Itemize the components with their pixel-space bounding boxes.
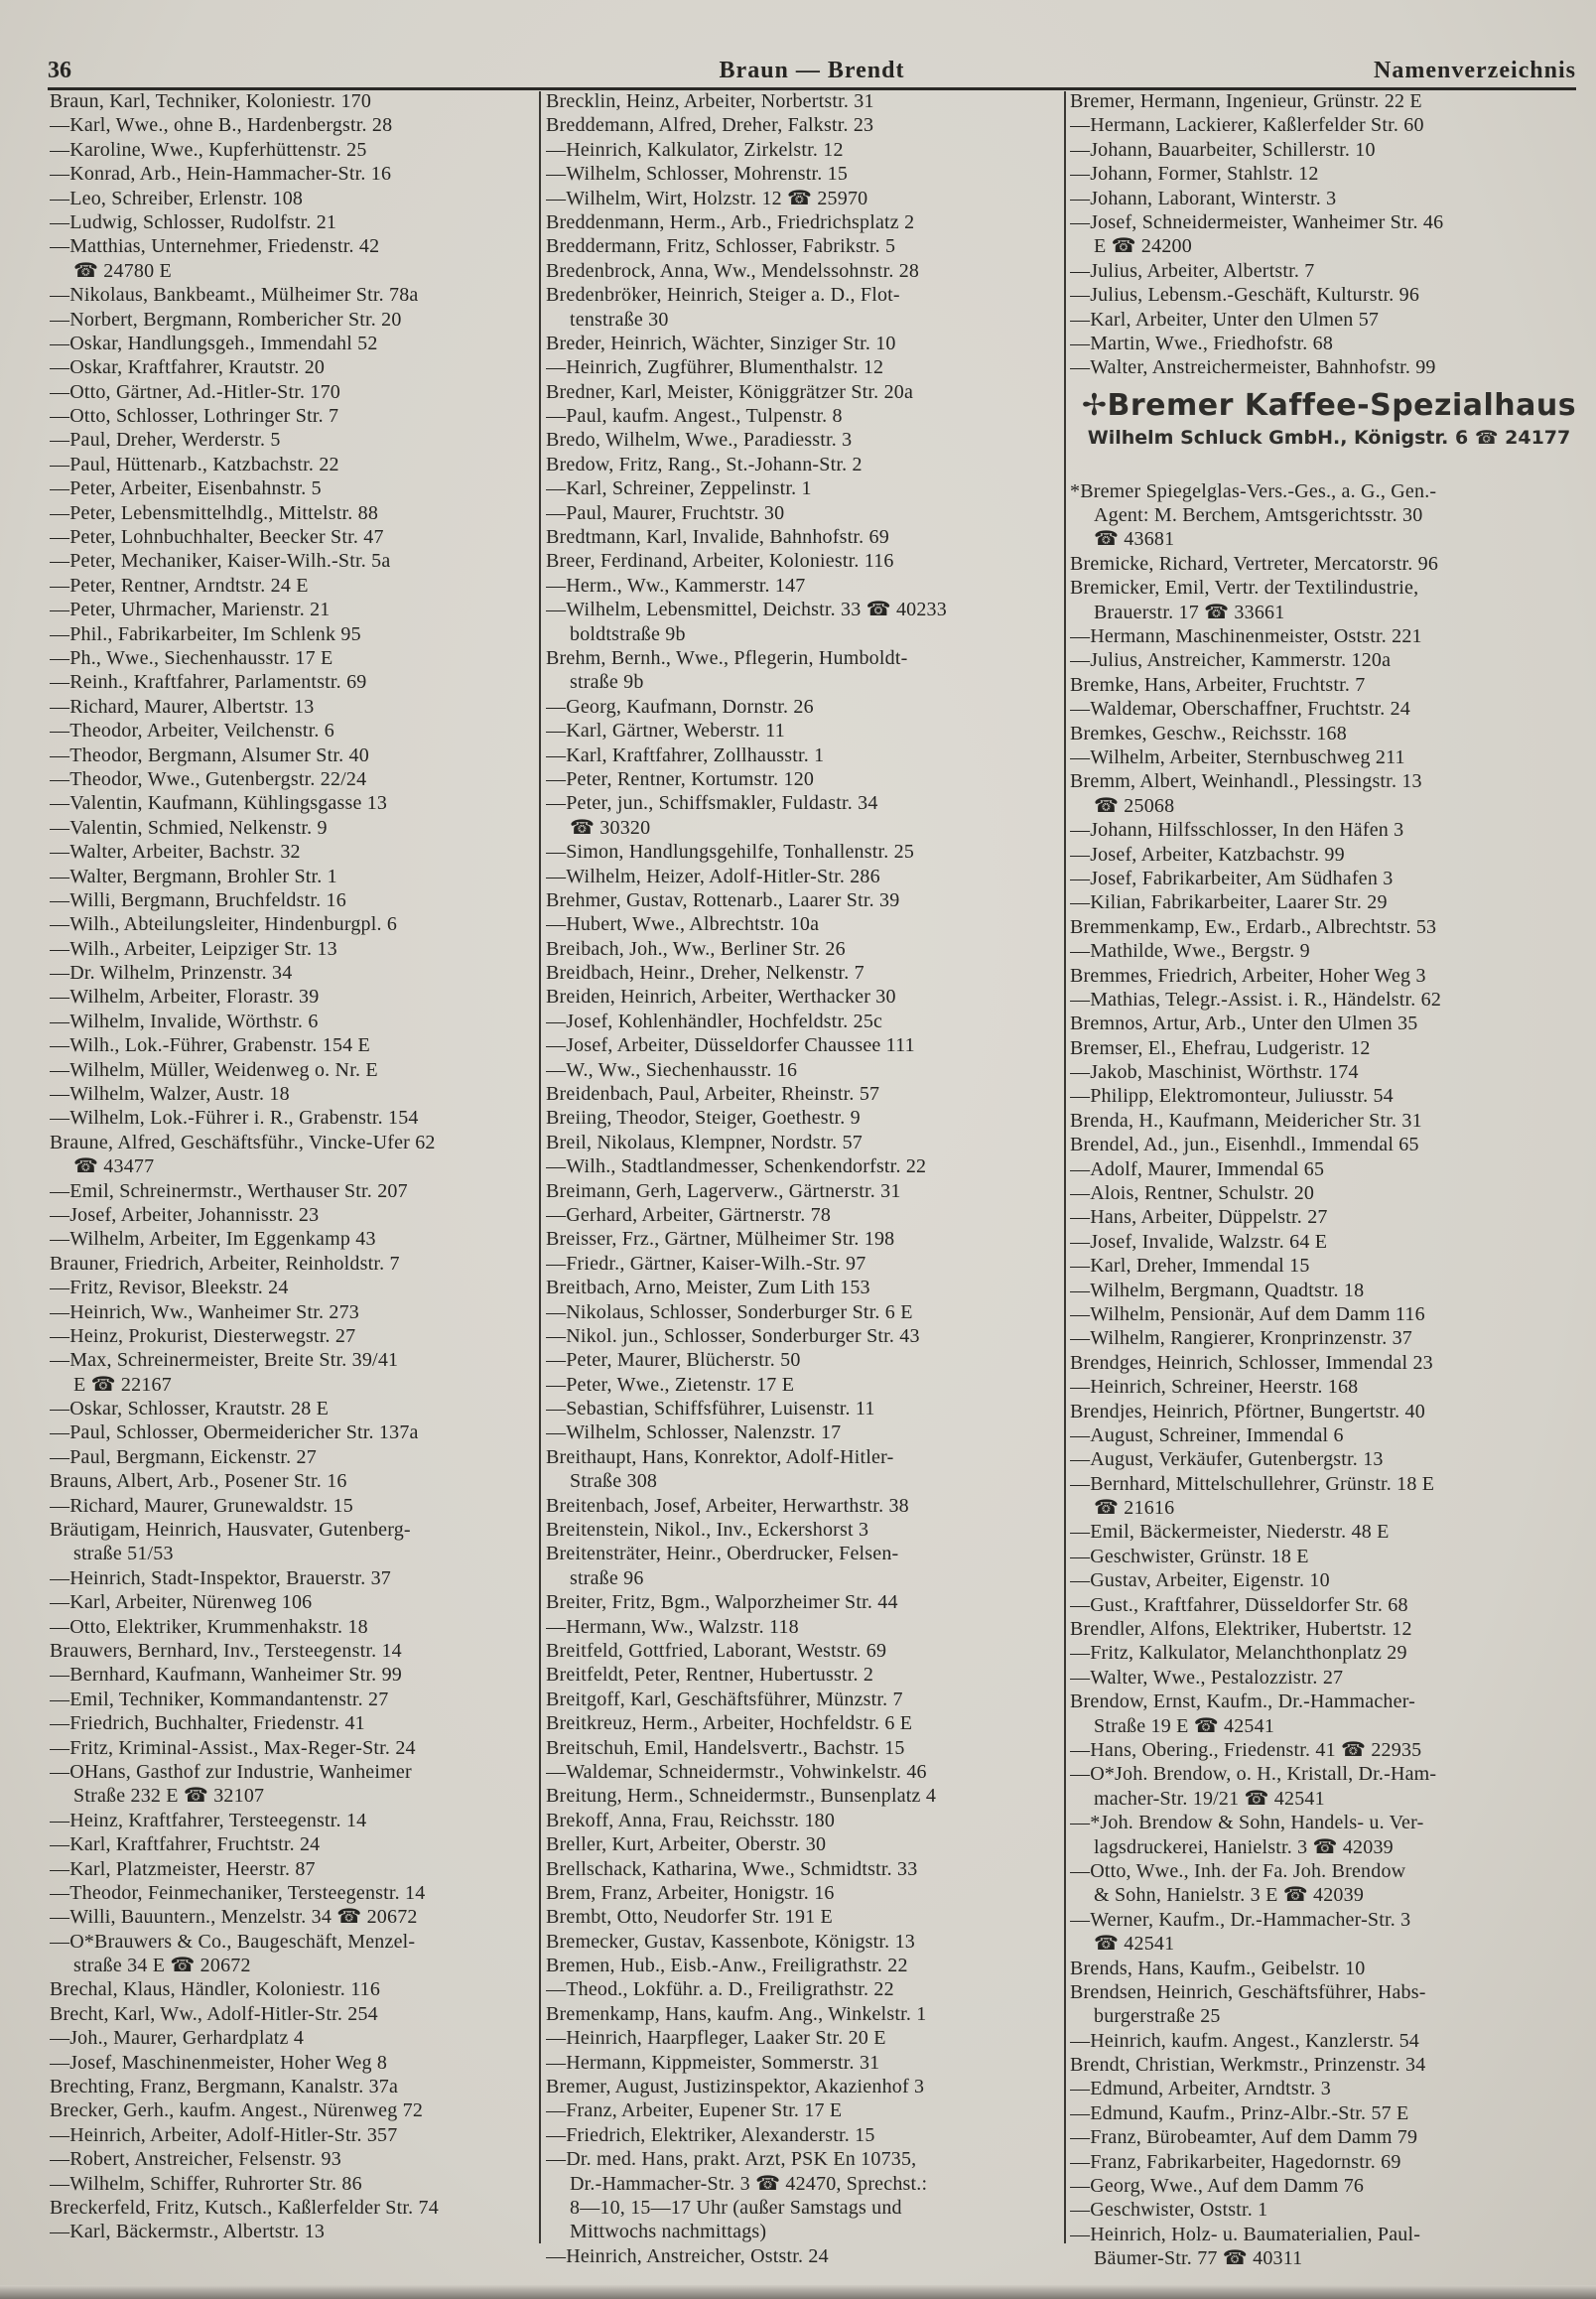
directory-entry-line: —OHans, Gasthof zur Industrie, Wanheimer	[50, 1760, 412, 1783]
directory-entry-line: —Konrad, Arb., Hein-Hammacher-Str. 16	[50, 163, 392, 186]
directory-entry-line: —Phil., Fabrikarbeiter, Im Schlenk 95	[50, 622, 361, 645]
directory-entry-line: —Hermann, Kippmeister, Sommerstr. 31	[546, 2051, 880, 2074]
directory-entry-line: —Heinrich, Zugführer, Blumenthalstr. 12	[546, 356, 884, 379]
directory-entry-line: Breitfeld, Gottfried, Laborant, Weststr. 69	[546, 1640, 887, 1662]
directory-entry-line: Breimann, Gerh, Lagerverw., Gärtnerstr. 31	[546, 1179, 901, 1202]
directory-entry-line: Breitgoff, Karl, Geschäftsführer, Münzstr. 7	[546, 1688, 903, 1710]
column-3-bottom	[1070, 479, 1588, 2271]
directory-entry-line: —Otto, Wwe., Inh. der Fa. Joh. Brendow	[1070, 1859, 1406, 1882]
directory-entry-line: —Josef, Kohlenhändler, Hochfeldstr. 25c	[546, 1010, 883, 1032]
directory-entry-line: —Peter, Wwe., Zietenstr. 17 E	[546, 1373, 795, 1396]
directory-entry-line: —Richard, Maurer, Albertstr. 13	[50, 695, 315, 718]
directory-entry-line: —Peter, Rentner, Kortumstr. 120	[546, 767, 815, 790]
directory-entry-line: —Paul, Dreher, Werderstr. 5	[50, 429, 281, 452]
directory-entry-line: —Gust., Kraftfahrer, Düsseldorfer Str. 68	[1070, 1593, 1408, 1616]
directory-entry-line: —Josef, Fabrikarbeiter, Am Südhafen 3	[1070, 867, 1394, 889]
directory-entry-line: E ☎ 22167	[73, 1373, 172, 1396]
directory-entry-line: —Josef, Maschinenmeister, Hoher Weg 8	[50, 2051, 388, 2074]
directory-entry-line: & Sohn, Hanielstr. 3 E ☎ 42039	[1094, 1884, 1365, 1907]
directory-entry-line: —Theodor, Arbeiter, Veilchenstr. 6	[50, 720, 334, 743]
directory-entry-line: —Paul, Bergmann, Eickenstr. 27	[50, 1445, 317, 1468]
directory-entry-line: —Karl, Wwe., ohne B., Hardenbergstr. 28	[50, 114, 393, 137]
column-divider	[1064, 91, 1066, 2243]
directory-entry-line: lagsdruckerei, Hanielstr. 3 ☎ 42039	[1094, 1835, 1394, 1858]
directory-entry-line: —Wilhelm, Walzer, Austr. 18	[50, 1083, 290, 1106]
directory-entry-line: —Geschwister, Oststr. 1	[1070, 2199, 1268, 2222]
directory-entry-line: —Mathilde, Wwe., Bergstr. 9	[1070, 940, 1310, 963]
directory-entry-line: —Friedrich, Elektriker, Alexanderstr. 15	[546, 2123, 875, 2146]
directory-entry-line: Breitbach, Arno, Meister, Zum Lith 153	[546, 1277, 870, 1299]
directory-entry-line: Bremmenkamp, Ew., Erdarb., Albrechtstr. 53	[1070, 915, 1437, 938]
directory-entry-line: straße 51/53	[73, 1543, 174, 1565]
directory-entry-line: —Julius, Arbeiter, Albertstr. 7	[1070, 259, 1315, 282]
directory-entry-line: —Mathias, Telegr.-Assist. i. R., Händelstr. 62	[1070, 988, 1442, 1011]
directory-entry-line: —Nikolaus, Schlosser, Sonderburger Str. 6 E	[546, 1300, 913, 1323]
directory-entry-line: —Wilhelm, Schlosser, Nalenzstr. 17	[546, 1421, 842, 1444]
directory-entry-line: Brekoff, Anna, Frau, Reichsstr. 180	[546, 1809, 836, 1831]
directory-entry-line: Bremer, August, Justizinspektor, Akazienhof 3	[546, 2076, 925, 2098]
directory-entry-line: ☎ 43681	[1094, 528, 1175, 551]
directory-entry-line: —Josef, Arbeiter, Düsseldorfer Chaussee 111	[546, 1034, 915, 1057]
directory-entry-line: —Philipp, Elektromonteur, Juliusstr. 54	[1070, 1085, 1394, 1108]
page-edge-shadow	[0, 2285, 1596, 2299]
advertisement	[1070, 380, 1588, 479]
directory-entry-line: straße 9b	[570, 671, 644, 694]
directory-entry-line: —Richard, Maurer, Grunewaldstr. 15	[50, 1494, 353, 1517]
directory-entry-line: Bremke, Hans, Arbeiter, Fruchtstr. 7	[1070, 673, 1366, 696]
directory-entry-line: —Wilhelm, Arbeiter, Florastr. 39	[50, 986, 320, 1009]
directory-entry-line: —Waldemar, Oberschaffner, Fruchtstr. 24	[1070, 698, 1411, 721]
directory-entry-line: Breddenmann, Herm., Arb., Friedrichsplatz 2	[546, 210, 915, 233]
directory-entry-line: Dr.-Hammacher-Str. 3 ☎ 42470, Sprechst.:	[570, 2172, 928, 2195]
directory-entry-line: —Wilh., Stadtlandmesser, Schenkendorfstr. 22	[546, 1155, 927, 1178]
directory-entry-line: —Edmund, Kaufm., Prinz-Albr.-Str. 57 E	[1070, 2101, 1409, 2124]
directory-entry-line: Breitensträter, Heinr., Oberdrucker, Felsen-	[546, 1543, 899, 1565]
directory-entry-line: —Ludwig, Schlosser, Rudolfstr. 21	[50, 210, 337, 233]
directory-entry-line: —Peter, Arbeiter, Eisenbahnstr. 5	[50, 477, 322, 500]
directory-entry-line: —Josef, Invalide, Walzstr. 64 E	[1070, 1230, 1328, 1253]
directory-entry-line: —Heinrich, Schreiner, Heerstr. 168	[1070, 1376, 1359, 1399]
directory-entry-line: —Peter, Mechaniker, Kaiser-Wilh.-Str. 5a	[50, 550, 391, 573]
directory-entry-line: —Sebastian, Schiffsführer, Luisenstr. 11	[546, 1398, 875, 1420]
directory-entry-line: —Friedr., Gärtner, Kaiser-Wilh.-Str. 97	[546, 1252, 866, 1275]
directory-entry-line: *Bremer Spiegelglas-Vers.-Ges., a. G., Gen.-	[1070, 479, 1437, 502]
directory-entry-line: —Heinrich, Haarpfleger, Laaker Str. 20 E	[546, 2027, 886, 2050]
directory-entry-line: —Karl, Dreher, Immendal 15	[1070, 1255, 1310, 1278]
directory-entry-line: —Peter, Lebensmittelhdlg., Mittelstr. 88	[50, 501, 379, 524]
directory-entry-line: Breer, Ferdinand, Arbeiter, Koloniestr. 116	[546, 550, 894, 573]
directory-entry-line: Brecklin, Heinz, Arbeiter, Norbertstr. 31	[546, 90, 874, 112]
directory-entry-line: Brembt, Otto, Neudorfer Str. 191 E	[546, 1906, 833, 1929]
directory-entry-line: Bremm, Albert, Weinhandl., Plessingstr. 13	[1070, 770, 1422, 793]
directory-entry-line: Brechal, Klaus, Händler, Koloniestr. 116	[50, 1978, 381, 2001]
directory-entry-line: ☎ 30320	[570, 816, 651, 839]
directory-entry-line: Breiden, Heinrich, Arbeiter, Werthacker 30	[546, 986, 896, 1009]
directory-entry-line: Breithaupt, Hans, Konrektor, Adolf-Hitler-	[546, 1445, 894, 1468]
directory-entry-line: —Jakob, Maschinist, Wörthstr. 174	[1070, 1061, 1359, 1084]
directory-entry-line: ☎ 25068	[1094, 794, 1175, 817]
section-title: Namenverzeichnis	[1374, 58, 1576, 83]
directory-entry-line: Breibach, Joh., Ww., Berliner Str. 26	[546, 937, 846, 960]
directory-entry-line: —Johann, Former, Stahlstr. 12	[1070, 163, 1319, 186]
directory-entry-line: —Waldemar, Schneidermstr., Vohwinkelstr. 46	[546, 1760, 927, 1783]
directory-entry-line: Breddermann, Fritz, Schlosser, Fabrikstr. 5	[546, 235, 896, 258]
directory-entry-line: Brendt, Christian, Werkmstr., Prinzenstr. 34	[1070, 2054, 1426, 2077]
directory-entry-line: Bredo, Wilhelm, Wwe., Paradiesstr. 3	[546, 429, 853, 452]
directory-entry-line: —Karl, Arbeiter, Nürenweg 106	[50, 1591, 313, 1614]
directory-entry-line: Brendel, Ad., jun., Eisenhdl., Immendal 65	[1070, 1134, 1419, 1156]
directory-entry-line: Breitenstein, Nikol., Inv., Eckershorst 3	[546, 1519, 869, 1542]
directory-entry-line: —Georg, Wwe., Auf dem Damm 76	[1070, 2175, 1365, 2198]
directory-entry-line: —Georg, Kaufmann, Dornstr. 26	[546, 695, 814, 718]
directory-entry-line: macher-Str. 19/21 ☎ 42541	[1094, 1787, 1325, 1810]
directory-entry-line: —Fritz, Revisor, Bleekstr. 24	[50, 1277, 289, 1299]
directory-entry-line: ☎ 43477	[73, 1155, 155, 1178]
directory-entry-line: Straße 19 E ☎ 42541	[1094, 1714, 1275, 1737]
directory-entry-line: —Simon, Handlungsgehilfe, Tonhallenstr. 25	[546, 841, 915, 864]
directory-entry-line: —Hermann, Lackierer, Kaßlerfelder Str. 60	[1070, 114, 1424, 137]
directory-entry-line: —Karl, Gärtner, Weberstr. 11	[546, 720, 785, 743]
directory-entry-line: —Otto, Elektriker, Krummenhakstr. 18	[50, 1615, 368, 1638]
column-1	[50, 89, 582, 2244]
directory-entry-line: —Geschwister, Grünstr. 18 E	[1070, 1545, 1309, 1567]
directory-entry-line: —Theodor, Wwe., Gutenbergstr. 22/24	[50, 767, 367, 790]
directory-entry-line: —Werner, Kaufm., Dr.-Hammacher-Str. 3	[1070, 1908, 1411, 1931]
directory-entry-line: Bremer, Hermann, Ingenieur, Grünstr. 22 E	[1070, 90, 1422, 112]
directory-entry-line: Bredtmann, Karl, Invalide, Bahnhofstr. 69	[546, 526, 889, 549]
directory-entry-line: Brendler, Alfons, Elektriker, Hubertstr. 12	[1070, 1618, 1412, 1641]
directory-entry-line: Brends, Hans, Kaufm., Geibelstr. 10	[1070, 1957, 1366, 1979]
page-range-title: Braun — Brendt	[719, 58, 905, 83]
directory-entry-line: —Wilh., Arbeiter, Leipziger Str. 13	[50, 937, 337, 960]
directory-entry-line: —Theodor, Bergmann, Alsumer Str. 40	[50, 744, 369, 766]
directory-entry-line: —Hans, Arbeiter, Düppelstr. 27	[1070, 1206, 1328, 1229]
directory-entry-line: straße 34 E ☎ 20672	[73, 1955, 251, 1977]
directory-entry-line: —Norbert, Bergmann, Rombericher Str. 20	[50, 308, 402, 331]
directory-entry-line: —Franz, Fabrikarbeiter, Hagedornstr. 69	[1070, 2150, 1401, 2173]
directory-entry-line: —Wilhelm, Heizer, Adolf-Hitler-Str. 286	[546, 865, 880, 887]
directory-entry-line: —Kilian, Fabrikarbeiter, Laarer Str. 29	[1070, 891, 1388, 914]
directory-entry-line: Bremnos, Artur, Arb., Unter den Ulmen 35	[1070, 1013, 1418, 1035]
directory-entry-line: —Emil, Techniker, Kommandantenstr. 27	[50, 1688, 389, 1710]
directory-entry-line: —Bernhard, Mittelschullehrer, Grünstr. 18 E	[1070, 1472, 1435, 1495]
directory-entry-line: Bremecker, Gustav, Kassenbote, Königstr. 13	[546, 1930, 915, 1953]
directory-entry-line: Brauns, Albert, Arb., Posener Str. 16	[50, 1470, 347, 1493]
directory-entry-line: Brem, Franz, Arbeiter, Honigstr. 16	[546, 1881, 835, 1904]
directory-entry-line: —Karoline, Wwe., Kupferhüttenstr. 25	[50, 138, 367, 161]
directory-entry-line: Brendsen, Heinrich, Geschäftsführer, Habs-	[1070, 1980, 1426, 2003]
directory-entry-line: —Theod., Lokführ. a. D., Freiligrathstr. 22	[546, 1978, 894, 2001]
directory-entry-line: —Paul, kaufm. Angest., Tulpenstr. 8	[546, 405, 843, 428]
directory-entry-line: Brendges, Heinrich, Schlosser, Immendal 23	[1070, 1351, 1433, 1374]
directory-entry-line: —Joh., Maurer, Gerhardplatz 4	[50, 2027, 305, 2050]
directory-entry-line: —Otto, Schlosser, Lothringer Str. 7	[50, 405, 339, 428]
directory-entry-line: —Heinz, Kraftfahrer, Tersteegenstr. 14	[50, 1809, 367, 1831]
directory-entry-line: —August, Verkäufer, Gutenbergstr. 13	[1070, 1448, 1384, 1471]
directory-entry-line: —Wilhelm, Müller, Weidenweg o. Nr. E	[50, 1058, 378, 1081]
directory-entry-line: Brecht, Karl, Ww., Adolf-Hitler-Str. 254	[50, 2002, 378, 2025]
directory-entry-line: —Walter, Bergmann, Brohler Str. 1	[50, 865, 337, 887]
directory-entry-line: Breckerfeld, Fritz, Kutsch., Kaßlerfelder Str. 74	[50, 2196, 439, 2219]
directory-entry-line: Breidbach, Heinr., Dreher, Nelkenstr. 7	[546, 962, 864, 985]
directory-entry-line: Breidenbach, Paul, Arbeiter, Rheinstr. 57	[546, 1083, 880, 1106]
directory-entry-line: —Wilh., Abteilungsleiter, Hindenburgpl. 6	[50, 913, 398, 936]
column-3	[1070, 89, 1588, 2271]
directory-entry-line: —Friedrich, Buchhalter, Friedenstr. 41	[50, 1712, 365, 1735]
directory-entry-line: —Hermann, Maschinenmeister, Oststr. 221	[1070, 625, 1422, 648]
directory-entry-line: —Walter, Arbeiter, Bachstr. 32	[50, 841, 301, 864]
directory-entry-line: —Karl, Schreiner, Zeppelinstr. 1	[546, 477, 812, 500]
directory-entry-line: Straße 308	[570, 1470, 658, 1493]
directory-entry-line: —Adolf, Maurer, Immendal 65	[1070, 1157, 1325, 1180]
directory-entry-line: Brenda, H., Kaufmann, Meidericher Str. 31	[1070, 1109, 1422, 1132]
directory-entry-line: —Dr. med. Hans, prakt. Arzt, PSK En 10735,	[546, 2148, 917, 2171]
directory-entry-line: Brendjes, Heinrich, Pförtner, Bungertstr. 40	[1070, 1400, 1425, 1422]
directory-entry-line: —Oskar, Kraftfahrer, Krautstr. 20	[50, 356, 326, 379]
ad-subtitle: Wilhelm Schluck GmbH., Königstr. 6 ☎ 24177	[1087, 426, 1571, 449]
directory-entry-line: —Nikolaus, Bankbeamt., Mülheimer Str. 78a	[50, 284, 419, 307]
directory-entry-line: —Edmund, Arbeiter, Arndtstr. 3	[1070, 2078, 1331, 2100]
directory-entry-line: Breitfeldt, Peter, Rentner, Hubertusstr. 2	[546, 1664, 874, 1687]
directory-entry-line: —Karl, Kraftfahrer, Zollhausstr. 1	[546, 744, 825, 766]
directory-entry-line: Bremen, Hub., Eisb.-Anw., Freiligrathstr. 22	[546, 1955, 908, 1977]
directory-entry-line: Brehm, Bernh., Wwe., Pflegerin, Humboldt-	[546, 646, 908, 669]
directory-entry-line: —Fritz, Kalkulator, Melanchthonplatz 29	[1070, 1642, 1407, 1665]
directory-entry-line: —Emil, Schreinermstr., Werthauser Str. 207	[50, 1179, 408, 1202]
directory-entry-line: Bremicker, Emil, Vertr. der Textilindustrie,	[1070, 577, 1419, 600]
directory-entry-line: —Gustav, Arbeiter, Eigenstr. 10	[1070, 1569, 1330, 1592]
directory-entry-line: Breil, Nikolaus, Klempner, Nordstr. 57	[546, 1131, 863, 1153]
directory-entry-line: Breisser, Frz., Gärtner, Mülheimer Str. 198	[546, 1228, 895, 1251]
directory-entry-line: —Heinrich, Anstreicher, Oststr. 24	[546, 2244, 829, 2267]
directory-entry-line: —Josef, Arbeiter, Katzbachstr. 99	[1070, 843, 1345, 866]
directory-entry-line: —Peter, Uhrmacher, Marienstr. 21	[50, 599, 331, 621]
directory-entry-line: Breder, Heinrich, Wächter, Sinziger Str. 10	[546, 332, 896, 354]
directory-entry-line: —Matthias, Unternehmer, Friedenstr. 42	[50, 235, 380, 258]
directory-entry-line: E ☎ 24200	[1094, 235, 1192, 258]
directory-entry-line: Bremser, El., Ehefrau, Ludgeristr. 12	[1070, 1036, 1371, 1059]
directory-entry-line: Breitschuh, Emil, Handelsvertr., Bachstr. 15	[546, 1736, 905, 1759]
directory-entry-line: —Wilhelm, Arbeiter, Im Eggenkamp 43	[50, 1228, 376, 1251]
directory-entry-line: Agent: M. Berchem, Amtsgerichtsstr. 30	[1094, 504, 1423, 527]
directory-entry-line: —Josef, Schneidermeister, Wanheimer Str. 46	[1070, 210, 1444, 233]
directory-entry-line: Straße 232 E ☎ 32107	[73, 1785, 265, 1808]
directory-entry-line: —Peter, Lohnbuchhalter, Beecker Str. 47	[50, 526, 384, 549]
directory-entry-line: —Johann, Hilfsschlosser, In den Häfen 3	[1070, 819, 1404, 842]
directory-entry-line: —Leo, Schreiber, Erlenstr. 108	[50, 187, 304, 209]
page-header	[48, 52, 1576, 90]
directory-entry-line: Breitenbach, Josef, Arbeiter, Herwarthstr. 38	[546, 1494, 909, 1517]
directory-entry-line: Bremicke, Richard, Vertreter, Mercatorstr. 96	[1070, 552, 1439, 575]
directory-entry-line: Brehmer, Gustav, Rottenarb., Laarer Str. 39	[546, 888, 900, 911]
directory-entry-line: Brellschack, Katharina, Wwe., Schmidtstr. 33	[546, 1857, 918, 1880]
directory-entry-line: —Hans, Obering., Friedenstr. 41 ☎ 22935	[1070, 1739, 1422, 1761]
directory-entry-line: —*Joh. Brendow & Sohn, Handels- u. Ver-	[1070, 1812, 1424, 1834]
directory-entry-line: —Franz, Arbeiter, Eupener Str. 17 E	[546, 2099, 843, 2122]
directory-entry-line: —Franz, Bürobeamter, Auf dem Damm 79	[1070, 2126, 1418, 2149]
directory-entry-line: —Alois, Rentner, Schulstr. 20	[1070, 1182, 1315, 1205]
directory-entry-line: —Valentin, Schmied, Nelkenstr. 9	[50, 816, 328, 839]
directory-entry-line: —Wilhelm, Schlosser, Mohrenstr. 15	[546, 163, 849, 186]
directory-entry-line: Bremkes, Geschw., Reichsstr. 168	[1070, 722, 1347, 744]
directory-entry-line: Breitung, Herm., Schneidermstr., Bunsenplatz 4	[546, 1785, 937, 1808]
directory-entry-line: Bredow, Fritz, Rang., St.-Johann-Str. 2	[546, 453, 863, 475]
directory-entry-line: Brauwers, Bernhard, Inv., Tersteegenstr. 14	[50, 1640, 402, 1662]
directory-entry-line: —Julius, Lebensm.-Geschäft, Kulturstr. 96	[1070, 284, 1420, 307]
directory-entry-line: Bredner, Karl, Meister, Königgrätzer Str. 20a	[546, 380, 914, 403]
directory-entry-line: straße 96	[570, 1566, 644, 1589]
directory-entry-line: Mittwochs nachmittags)	[570, 2221, 767, 2243]
directory-entry-line: —O*Brauwers & Co., Baugeschäft, Menzel-	[50, 1930, 416, 1953]
directory-entry-line: ☎ 21616	[1094, 1497, 1175, 1520]
directory-entry-line: —Walter, Wwe., Pestalozzistr. 27	[1070, 1666, 1344, 1689]
directory-entry-line: —O*Joh. Brendow, o. H., Kristall, Dr.-Ham-	[1070, 1763, 1437, 1786]
directory-entry-line: —Wilhelm, Arbeiter, Sternbuschweg 211	[1070, 745, 1405, 768]
directory-entry-line: —Johann, Laborant, Winterstr. 3	[1070, 187, 1337, 209]
directory-entry-line: Brecker, Gerh., kaufm. Angest., Nürenweg 72	[50, 2099, 424, 2122]
directory-entry-line: —Hubert, Wwe., Albrechtstr. 10a	[546, 913, 820, 936]
column-3-top	[1070, 89, 1588, 380]
directory-entry-line: —Fritz, Kriminal-Assist., Max-Reger-Str. 24	[50, 1736, 416, 1759]
directory-entry-line: —Josef, Arbeiter, Johannisstr. 23	[50, 1203, 320, 1226]
directory-entry-line: —Nikol. jun., Schlosser, Sonderburger Str. 43	[546, 1324, 920, 1347]
directory-entry-line: —Hermann, Ww., Walzstr. 118	[546, 1615, 799, 1638]
directory-entry-line: Bräutigam, Heinrich, Hausvater, Gutenberg-	[50, 1519, 411, 1542]
directory-entry-line: Breller, Kurt, Arbeiter, Oberstr. 30	[546, 1833, 827, 1856]
directory-entry-line: —August, Schreiner, Immendal 6	[1070, 1423, 1344, 1446]
directory-entry-line: ☎ 42541	[1094, 1933, 1175, 1956]
directory-entry-line: Breiing, Theodor, Steiger, Goethestr. 9	[546, 1107, 861, 1130]
directory-entry-line: Bremmes, Friedrich, Arbeiter, Hoher Weg 3	[1070, 964, 1426, 987]
directory-entry-line: —Ph., Wwe., Siechenhausstr. 17 E	[50, 646, 333, 669]
directory-entry-line: —Max, Schreinermeister, Breite Str. 39/41	[50, 1349, 399, 1372]
directory-entry-line: —Karl, Bäckermstr., Albertstr. 13	[50, 2221, 326, 2243]
directory-entry-line: —Heinrich, Stadt-Inspektor, Brauerstr. 37	[50, 1566, 391, 1589]
directory-entry-line: —Bernhard, Kaufmann, Wanheimer Str. 99	[50, 1664, 402, 1687]
directory-entry-line: Breiter, Fritz, Bgm., Walporzheimer Str. 44	[546, 1591, 898, 1614]
directory-entry-line: —Willi, Bauuntern., Menzelstr. 34 ☎ 20672	[50, 1906, 418, 1929]
directory-entry-line: —Wilhelm, Rangierer, Kronprinzenstr. 37	[1070, 1327, 1412, 1350]
directory-entry-line: —Paul, Maurer, Fruchtstr. 30	[546, 501, 785, 524]
ad-title: ✢Bremer Kaffee-Spezialhaus	[1081, 387, 1577, 423]
directory-entry-line: —Oskar, Handlungsgeh., Immendahl 52	[50, 332, 378, 354]
directory-entry-line: —Karl, Platzmeister, Heerstr. 87	[50, 1857, 316, 1880]
directory-entry-line: Braune, Alfred, Geschäftsführ., Vincke-Ufer 62	[50, 1131, 436, 1153]
directory-entry-line: —Otto, Gärtner, Ad.-Hitler-Str. 170	[50, 380, 340, 403]
directory-entry-line: 8—10, 15—17 Uhr (außer Samstags und	[570, 2196, 902, 2219]
directory-entry-line: —Paul, Schlosser, Obermeidericher Str. 137a	[50, 1421, 419, 1444]
directory-entry-line: —Wilhelm, Lebensmittel, Deichstr. 33 ☎ 40233	[546, 599, 947, 621]
directory-entry-line: —Peter, Maurer, Blücherstr. 50	[546, 1349, 801, 1372]
directory-entry-line: —Wilhelm, Lok.-Führer i. R., Grabenstr. 154	[50, 1107, 419, 1130]
directory-entry-line: —Herm., Ww., Kammerstr. 147	[546, 574, 806, 597]
directory-entry-line: —Paul, Hüttenarb., Katzbachstr. 22	[50, 453, 339, 475]
directory-entry-line: —Oskar, Schlosser, Krautstr. 28 E	[50, 1398, 330, 1420]
directory-entry-line: —Valentin, Kaufmann, Kühlingsgasse 13	[50, 792, 388, 815]
directory-entry-line: —Wilhelm, Bergmann, Quadtstr. 18	[1070, 1279, 1365, 1301]
directory-entry-line: —Robert, Anstreicher, Felsenstr. 93	[50, 2148, 341, 2171]
directory-entry-line: boldtstraße 9b	[570, 622, 686, 645]
directory-entry-line: —W., Ww., Siechenhausstr. 16	[546, 1058, 798, 1081]
directory-entry-line: burgerstraße 25	[1094, 2005, 1221, 2028]
directory-entry-line: —Wilh., Lok.-Führer, Grabenstr. 154 E	[50, 1034, 370, 1057]
directory-entry-line: —Wilhelm, Pensionär, Auf dem Damm 116	[1070, 1302, 1425, 1325]
directory-entry-line: —Walter, Anstreichermeister, Bahnhofstr. 99	[1070, 356, 1436, 379]
directory-entry-line: —Gerhard, Arbeiter, Gärtnerstr. 78	[546, 1203, 832, 1226]
page-number: 36	[48, 58, 71, 83]
directory-entry-line: Breitkreuz, Herm., Arbeiter, Hochfeldstr. 6 E	[546, 1712, 913, 1735]
directory-entry-line: —Emil, Bäckermeister, Niederstr. 48 E	[1070, 1521, 1390, 1544]
directory-entry-line: —Heinrich, Holz- u. Baumaterialien, Paul-	[1070, 2223, 1421, 2245]
directory-entry-line: —Reinh., Kraftfahrer, Parlamentstr. 69	[50, 671, 367, 694]
directory-entry-line: —Heinrich, Ww., Wanheimer Str. 273	[50, 1300, 359, 1323]
directory-entry-line: —Dr. Wilhelm, Prinzenstr. 34	[50, 962, 293, 985]
directory-entry-line: Brauner, Friedrich, Arbeiter, Reinholdstr. 7	[50, 1252, 400, 1275]
directory-entry-line: —Willi, Bergmann, Bruchfeldstr. 16	[50, 888, 346, 911]
directory-entry-line: Brauerstr. 17 ☎ 33661	[1094, 601, 1285, 623]
directory-entry-line: —Wilhelm, Invalide, Wörthstr. 6	[50, 1010, 319, 1032]
directory-entry-line: Brendow, Ernst, Kaufm., Dr.-Hammacher-	[1070, 1690, 1416, 1713]
directory-entry-line: Bredenbrock, Anna, Ww., Mendelssohnstr. 28	[546, 259, 920, 282]
directory-entry-line: —Johann, Bauarbeiter, Schillerstr. 10	[1070, 138, 1376, 161]
directory-entry-line: —Karl, Arbeiter, Unter den Ulmen 57	[1070, 308, 1380, 331]
directory-entry-line: Bredenbröker, Heinrich, Steiger a. D., Flot-	[546, 284, 900, 307]
directory-entry-line: ☎ 24780 E	[73, 259, 172, 282]
directory-entry-line: Breddemann, Alfred, Dreher, Falkstr. 23	[546, 114, 874, 137]
column-2	[546, 89, 1062, 2268]
directory-entry-line: —Theodor, Feinmechaniker, Tersteegenstr. 14	[50, 1881, 426, 1904]
directory-entry-line: —Wilhelm, Wirt, Holzstr. 12 ☎ 25970	[546, 187, 868, 209]
directory-entry-line: —Karl, Kraftfahrer, Fruchtstr. 24	[50, 1833, 321, 1856]
directory-entry-line: —Heinrich, Kalkulator, Zirkelstr. 12	[546, 138, 844, 161]
directory-entry-line: —Heinz, Prokurist, Diesterwegstr. 27	[50, 1324, 356, 1347]
directory-entry-line: —Julius, Anstreicher, Kammerstr. 120a	[1070, 649, 1392, 672]
directory-entry-line: —Peter, jun., Schiffsmakler, Fuldastr. 34	[546, 792, 878, 815]
directory-entry-line: —Peter, Rentner, Arndtstr. 24 E	[50, 574, 309, 597]
directory-entry-line: —Heinrich, Arbeiter, Adolf-Hitler-Str. 357	[50, 2123, 398, 2146]
directory-entry-line: Bremenkamp, Hans, kaufm. Ang., Winkelstr. 1	[546, 2002, 927, 2025]
directory-entry-line: —Heinrich, kaufm. Angest., Kanzlerstr. 54	[1070, 2029, 1420, 2052]
directory-entry-line: Bäumer-Str. 77 ☎ 40311	[1094, 2247, 1303, 2270]
directory-entry-line: Braun, Karl, Techniker, Koloniestr. 170	[50, 90, 372, 112]
directory-entry-line: Brechting, Franz, Bergmann, Kanalstr. 37a	[50, 2076, 399, 2098]
directory-entry-line: —Wilhelm, Schiffer, Ruhrorter Str. 86	[50, 2172, 362, 2195]
directory-entry-line: tenstraße 30	[570, 308, 669, 331]
directory-entry-line: —Martin, Wwe., Friedhofstr. 68	[1070, 332, 1334, 354]
